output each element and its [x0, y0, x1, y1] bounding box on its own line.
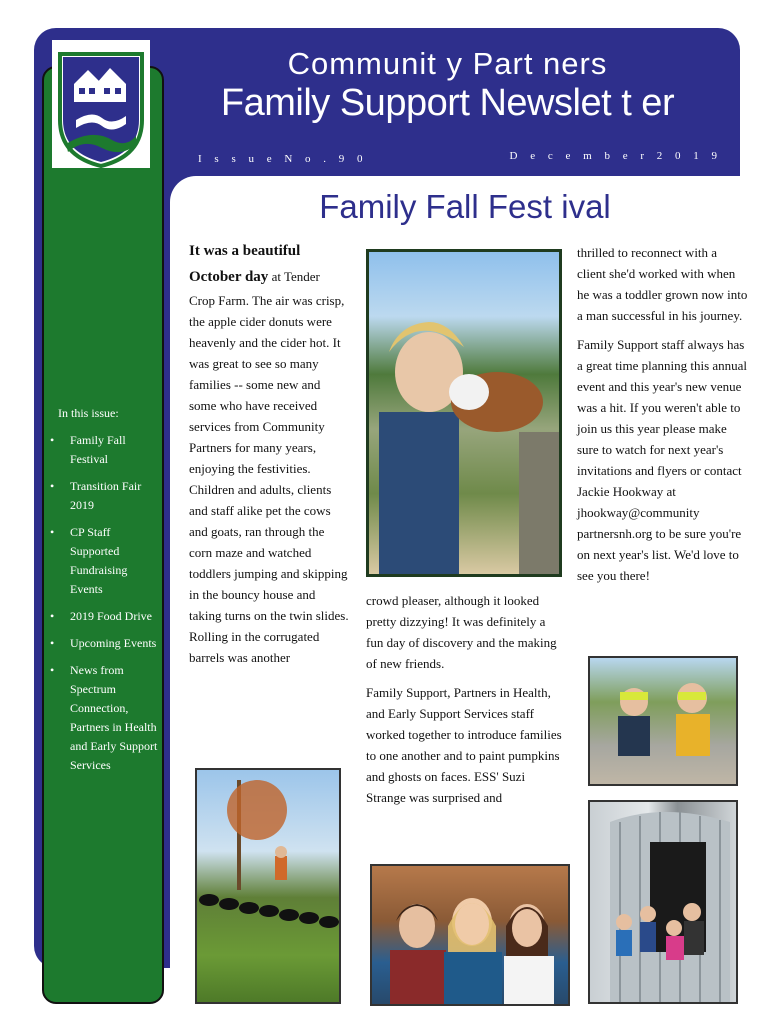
article-text: Tender Crop Farm. The air was crisp, the apple cider donuts were heavenly and the cider hot. It was great to see so many families -- some new and some who have received services from Community Partners for many years, enjoying the festivities. Children and adults, clients and staff alike pet the cows and goats, ran through the corn maze and watched toddlers jumping and skipping in the bouncy house and taking turns on the twin slides. Rolling in the corrugated barrels was another [189, 269, 349, 665]
article-column-3 [577, 242, 749, 594]
list-item: • News from Spectrum Connection, Partners in Health and Early Support Services [50, 661, 158, 775]
article-paragraph: crowd pleaser, although it looked pretty dizzying! It was definitely a fun day of discovery and the making of new friends. [366, 593, 557, 671]
newsletter-title: Family Support Newslet t er [220, 82, 675, 124]
list-item: • Family Fall Festival [50, 431, 158, 469]
article-column-1 [189, 238, 349, 668]
article-paragraph: Family Support staff always has a great time planning this annual event and this year's new venue was a hit. If you weren't able to join us this year please make sure to watch for next year's invitations and flyers or contact Jackie Hookway at jhookway@community partnersnh.org to be sure you're on next year's list. We'd love to see you there! [577, 337, 748, 583]
photo-three-women [370, 864, 570, 1006]
list-item: • Upcoming Events [50, 634, 158, 653]
list-item: • CP Staff Supported Fundraising Events [50, 523, 158, 599]
article-lead: It was a beautiful October day [189, 243, 301, 285]
list-item: • Transition Fair 2019 [50, 477, 158, 515]
newsletter-org-name: Communit y Part ners [287, 46, 608, 81]
photo-woman-with-goat [366, 249, 562, 577]
photo-children-at-barrel [588, 800, 738, 1004]
article-lead-rest: at [268, 269, 281, 284]
issue-number: I s s u e N o . 9 0 [198, 153, 368, 165]
in-this-issue-list [50, 431, 158, 775]
in-this-issue [50, 404, 158, 783]
article-column-2 [366, 590, 564, 816]
in-this-issue-title: In this issue: [58, 406, 119, 420]
photo-child-on-tires [195, 768, 341, 1004]
article-paragraph: thrilled to reconnect with a client she'd worked with when he was a toddler grown now into a man successful in his journey. [577, 245, 748, 323]
photo-two-children [588, 656, 738, 786]
issue-date: D e c e m b e r 2 0 1 9 [509, 150, 722, 162]
list-item: • 2019 Food Drive [50, 607, 158, 626]
article-headline: Family Fall Fest ival [319, 188, 611, 225]
community-partners-logo [52, 40, 150, 168]
article-paragraph: Family Support, Partners in Health, and Early Support Services staff worked together to introduce families to one another and to paint pumpkins and ghosts on faces. ESS' Suzi Strange was surprised and [366, 685, 562, 805]
